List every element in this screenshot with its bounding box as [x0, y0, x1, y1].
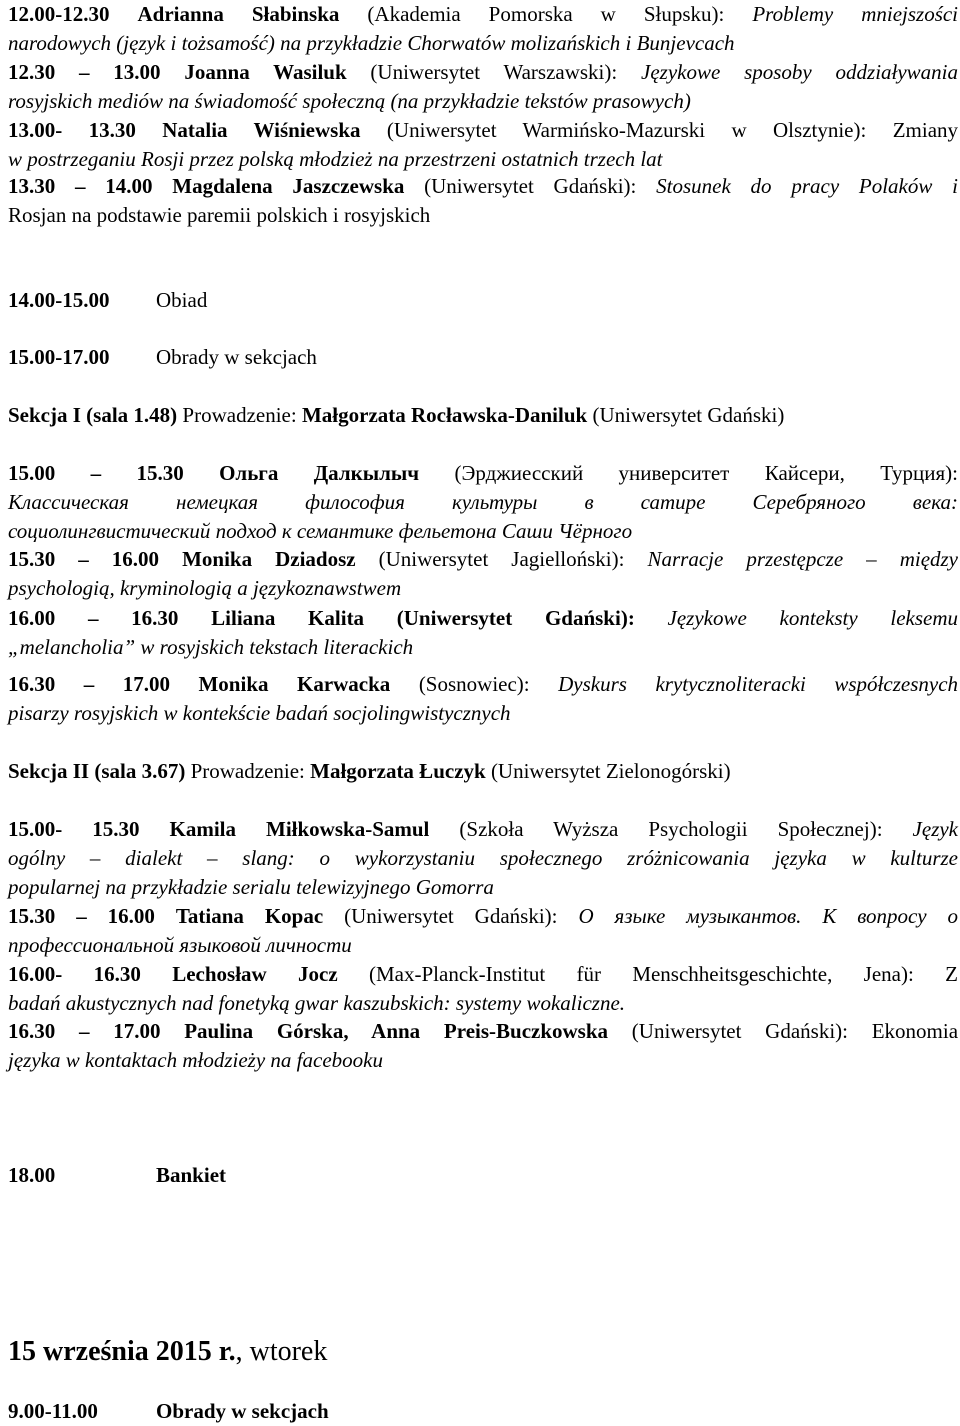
section-name: Sekcja II (sala 3.67) [8, 759, 186, 783]
talk-speaker: Monika Dziadosz [182, 547, 356, 571]
talk-title: Dyskurs krytycznoliteracki współczesnych [558, 672, 959, 696]
talk-affiliation: (Эрджиесский университет Кайсери, Турция): [454, 461, 958, 485]
talk-speaker: Monika Karwacka [198, 672, 391, 696]
talk-speaker: Lechosław Jocz [172, 962, 338, 986]
talk-time: 16.30 – 17.00 [8, 1019, 161, 1043]
section-chair: Małgorzata Łuczyk [310, 759, 486, 783]
talk-title: Narracje przestępcze – między [647, 547, 959, 571]
talk-entry [8, 116, 958, 174]
talk-speaker: Joanna Wasiluk [184, 60, 347, 84]
schedule-row-banquet [8, 1161, 226, 1190]
talk-title-continued: профессиональной языковой личности [8, 933, 352, 957]
talk-entry [8, 58, 958, 116]
talk-title-continued: psychologią, kryminologią a językoznawstwem [8, 576, 402, 600]
talk-time: 15.30 – 16.00 [8, 904, 155, 928]
talk-title-continued: pisarzy rosyjskich w kontekście badań socjolingwistycznych [8, 701, 511, 725]
talk-entry [8, 1017, 958, 1075]
row-label: Bankiet [156, 1163, 227, 1187]
talk-affiliation: (Sosnowiec): [418, 672, 530, 696]
row-label: Obrady w sekcjach [156, 345, 317, 369]
talk-speaker: Paulina Górska, Anna Preis-Buczkowska [184, 1019, 609, 1043]
talk-time: 15.00 – 15.30 [8, 461, 184, 485]
talk-speaker: Natalia Wiśniewska [162, 118, 361, 142]
talk-speaker: Liliana Kalita (Uniwersytet Gdański): [211, 606, 635, 630]
talk-title: Problemy mniejszości [752, 2, 959, 26]
talk-time: 15.00- 15.30 [8, 817, 140, 841]
talk-affiliation: (Uniwersytet Gdański): [424, 174, 637, 198]
section-lead: Prowadzenie: [190, 759, 305, 783]
day-heading [8, 1335, 327, 1369]
talk-speaker: Adrianna Słabinska [137, 2, 340, 26]
talk-title: Stosunek do pracy Polaków i [656, 174, 958, 198]
section-chair: Małgorzata Rocławska-Daniluk [301, 403, 588, 427]
talk-title-continued: narodowych (język i tożsamość) na przykładzie Chorwatów molizańskich i Bunjevcach [8, 31, 735, 55]
row-time: 9.00-11.00 [8, 1399, 98, 1423]
talk-affiliation: (Uniwersytet Jagielloński): [378, 547, 625, 571]
section-name: Sekcja I (sala 1.48) [8, 403, 178, 427]
talk-title: Językowe sposoby oddziaływania [641, 60, 959, 84]
section-header [8, 757, 731, 786]
talk-affiliation: (Uniwersytet Warszawski): [370, 60, 618, 84]
row-label: Obrady w sekcjach [156, 1399, 329, 1423]
section-chair-affiliation: (Uniwersytet Zielonogórski) [490, 759, 731, 783]
talk-affiliation: (Uniwersytet Gdański): Ekonomia [631, 1019, 959, 1043]
talk-affiliation: (Akademia Pomorska w Słupsku): [367, 2, 725, 26]
talk-time: 16.30 – 17.00 [8, 672, 170, 696]
day-date: 15 września 2015 r., wtorek [8, 1336, 328, 1367]
talk-time: 16.00- 16.30 [8, 962, 141, 986]
talk-time: 12.30 – 13.00 [8, 60, 161, 84]
talk-affiliation: (Uniwersytet Gdański): [344, 904, 558, 928]
talk-time: 12.00-12.30 [8, 2, 110, 26]
talk-title-continued: социолингвистический подход к семантике фельетона Саши Чёрного [8, 519, 633, 543]
day-date-bold: 15 września 2015 r. [8, 1336, 236, 1367]
section-chair-affiliation: (Uniwersytet Gdański) [592, 403, 785, 427]
talk-time: 16.00 – 16.30 [8, 606, 179, 630]
schedule-row-sessions [8, 343, 317, 372]
talk-time: 13.30 – 14.00 [8, 174, 153, 198]
talk-entry [8, 545, 958, 603]
talk-entry [8, 670, 958, 728]
talk-title-continued: ogólny – dialekt – slang: o wykorzystaniu społecznego zróżnicowania języka w kulturze [8, 846, 958, 870]
talk-title: w postrzeganiu Rosji przez polską młodzież na przestrzeni ostatnich trzech lat [8, 147, 663, 171]
talk-affiliation: (Szkoła Wyższa Psychologii Społecznej): [459, 817, 883, 841]
talk-time: 13.00- 13.30 [8, 118, 136, 142]
talk-entry [8, 815, 958, 902]
talk-affiliation: (Max-Planck-Institut für Menschheitsgeschichte, Jena): Z [369, 962, 958, 986]
schedule-row-sessions-day2 [8, 1397, 329, 1426]
talk-title: Język [912, 817, 959, 841]
talk-title-continued: Rosjan na podstawie paremii polskich i rosyjskich [8, 203, 431, 227]
talk-entry [8, 0, 958, 58]
row-time: 18.00 [8, 1163, 56, 1187]
talk-affiliation: (Uniwersytet Warmińsko-Mazurski w Olsztynie): Zmiany [386, 118, 959, 142]
talk-entry [8, 902, 958, 960]
talk-title-continued: popularnej na przykładzie serialu telewizyjnego Gomorra [8, 875, 494, 899]
talk-title: badań akustycznych nad fonetyką gwar kaszubskich: systemy wokaliczne. [8, 991, 626, 1015]
row-time: 15.00-17.00 [8, 345, 110, 369]
section-lead: Prowadzenie: [182, 403, 297, 427]
talk-title: języka w kontaktach młodzieży na facebooku [8, 1048, 383, 1072]
talk-title-continued: „melancholia” w rosyjskich tekstach literackich [8, 635, 414, 659]
talk-title-continued: rosyjskich mediów na świadomość społeczną (na przykładzie tekstów prasowych) [8, 89, 691, 113]
talk-time: 15.30 – 16.00 [8, 547, 160, 571]
row-label: Obiad [156, 288, 208, 312]
talk-title: О языке музыкантов. К вопросу о [578, 904, 958, 928]
talk-speaker: Kamila Miłkowska-Samul [169, 817, 430, 841]
talk-entry [8, 604, 958, 662]
talk-entry [8, 172, 958, 230]
talk-title: Językowe konteksty leksemu [667, 606, 959, 630]
talk-entry [8, 459, 958, 546]
talk-speaker: Tatiana Kopac [175, 904, 324, 928]
talk-entry [8, 960, 958, 1018]
section-header [8, 401, 784, 430]
talk-speaker: Ольга Далкылыч [219, 461, 420, 485]
talk-title: Классическая немецкая философия культуры в сатире Серебряного века: [8, 490, 958, 514]
talk-speaker: Magdalena Jaszczewska [172, 174, 405, 198]
row-time: 14.00-15.00 [8, 288, 110, 312]
schedule-row-lunch [8, 286, 207, 315]
